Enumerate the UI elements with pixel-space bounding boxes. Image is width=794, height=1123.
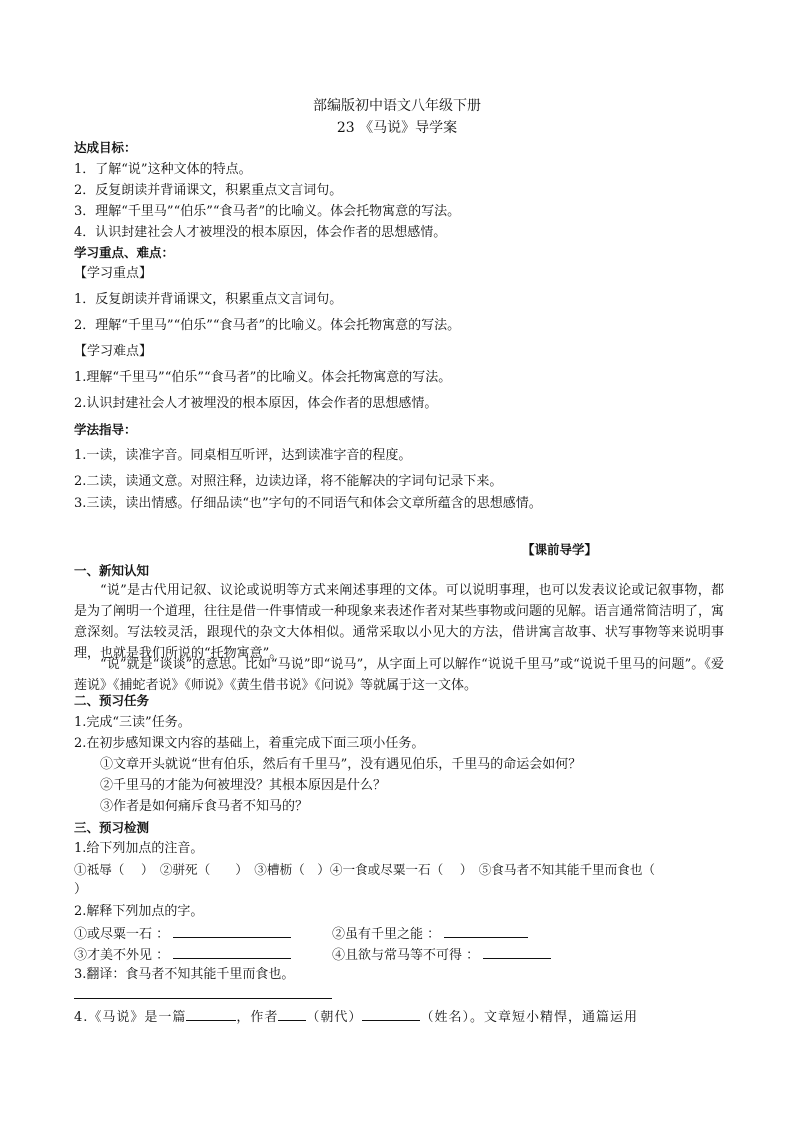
task-item: 1.完成“三读”任务。 xyxy=(74,715,191,730)
pinyin-items-tail: ） xyxy=(74,882,88,897)
definition-item xyxy=(74,924,291,944)
definition-prompt: ①或尽粟一石 ： xyxy=(74,927,170,942)
answer-blank[interactable] xyxy=(444,924,528,938)
method-item: 1.一读，读准字音。同桌相互听评，达到读准字音的程度。 xyxy=(74,448,412,463)
section-title: 一、新知认知 xyxy=(74,563,150,578)
intro-paragraph: “说”是古代用记叙、议论或说明等方式来阐述事理的文体。可以说明事理，也可以发表议论或记叙事物，都是为了阐明一个道理，往往是借一件事情或一种现象来表述作者对某些事物或问题的见解。语言通常简洁明了，寓意深刻。写法较灵活，跟现代的杂文大体相似。通常采取以小见大的方法，借讲寓言故事、状写事物等来说明事理，也就是我们所说的“托物寓意”。 xyxy=(74,583,725,661)
question: 3.翻译：食马者不知其能千里而食也。 xyxy=(74,967,295,982)
question xyxy=(74,1007,638,1027)
answer-blank[interactable] xyxy=(186,1007,236,1021)
definition-prompt: ③才美不外见 ： xyxy=(74,948,170,963)
translation-answer-line[interactable] xyxy=(74,998,332,999)
question-part: （姓名）。文章短小精悍，通篇运用 xyxy=(420,1010,638,1025)
answer-blank[interactable] xyxy=(173,924,291,938)
answer-blank[interactable] xyxy=(362,1007,420,1021)
difficulty-item: 1.理解“千里马”“伯乐”“食马者”的比喻义。体会托物寓意的写法。 xyxy=(74,370,452,385)
goal-item: 1．了解“说”这种文体的特点。 xyxy=(74,162,252,177)
key-points-label: 【学习重点】 xyxy=(74,266,153,281)
question-part: ，作者 xyxy=(236,1010,279,1025)
definition-item xyxy=(332,945,551,965)
goals-heading: 达成目标： xyxy=(74,140,137,155)
question-part: 4.《马说》是一篇 xyxy=(74,1010,187,1025)
definition-item xyxy=(74,945,291,965)
method-heading: 学法指导： xyxy=(74,422,137,437)
answer-blank[interactable] xyxy=(173,945,291,959)
difficulty-label: 【学习难点】 xyxy=(74,344,153,359)
goal-item: 4．认识封建社会人才被埋没的根本原因，体会作者的思想感情。 xyxy=(74,225,447,240)
key-point-item: 1．反复朗读并背诵课文，积累重点文言词句。 xyxy=(74,292,343,307)
task-item: 2.在初步感知课文内容的基础上，着重完成下面三项小任务。 xyxy=(74,736,425,751)
definition-item xyxy=(332,924,528,944)
definition-prompt: ④且欲与常马等不可得 ： xyxy=(332,948,480,963)
document-title: 部编版初中语文八年级下册 xyxy=(313,98,481,114)
answer-blank[interactable] xyxy=(483,945,551,959)
difficulty-item: 2.认识封建社会人才被埋没的根本原因，体会作者的思想感情。 xyxy=(74,396,438,411)
sub-task-item: ①文章开头就说“世有伯乐，然后有千里马”，没有遇见伯乐，千里马的命运会如何？ xyxy=(100,757,582,772)
method-item: 2.二读，读通文意。对照注释，边读边译，将不能解决的字词句记录下来。 xyxy=(74,474,503,489)
focus-heading: 学习重点、难点： xyxy=(74,245,175,260)
sub-task-item: ②千里马的才能为何被埋没？其根本原因是什么？ xyxy=(100,778,387,793)
definition-prompt: ②虽有千里之能 ： xyxy=(332,927,441,942)
method-item: 3.三读，读出情感。仔细品读“也”字句的不同语气和体会文章所蕴含的思想感情。 xyxy=(74,496,542,511)
section-title: 二、预习任务 xyxy=(74,693,150,708)
document-subtitle: 23 《马说》导学案 xyxy=(336,120,458,136)
preview-heading: 【课前导学】 xyxy=(522,542,598,557)
pinyin-items: ①祗辱（ ） ②骈死（ ） ③槽枥（ ）④一食或尽粟一石（ ） ⑤食马者不知其能千里而食也（ xyxy=(74,862,656,877)
question-part: （朝代） xyxy=(306,1010,363,1025)
intro-paragraph: “说”就是“谈谈”的意思。比如“马说”即“说马”，从字面上可以解作“说说千里马”或“说说千里马的问题”。《爱莲说》《捕蛇者说》《师说》《黄生借书说》《问说》等就属于这一文体。 xyxy=(74,657,724,693)
question: 1.给下列加点的注音。 xyxy=(74,841,204,856)
question: 2.解释下列加点的字。 xyxy=(74,904,204,919)
section-title: 三、预习检测 xyxy=(74,820,150,835)
answer-blank[interactable] xyxy=(278,1007,306,1021)
goal-item: 3．理解“千里马”“伯乐”“食马者”的比喻义。体会托物寓意的写法。 xyxy=(74,204,461,219)
sub-task-item: ③作者是如何痛斥食马者不知马的？ xyxy=(100,799,309,814)
goal-item: 2．反复朗读并背诵课文，积累重点文言词句。 xyxy=(74,183,343,198)
key-point-item: 2．理解“千里马”“伯乐”“食马者”的比喻义。体会托物寓意的写法。 xyxy=(74,318,461,333)
